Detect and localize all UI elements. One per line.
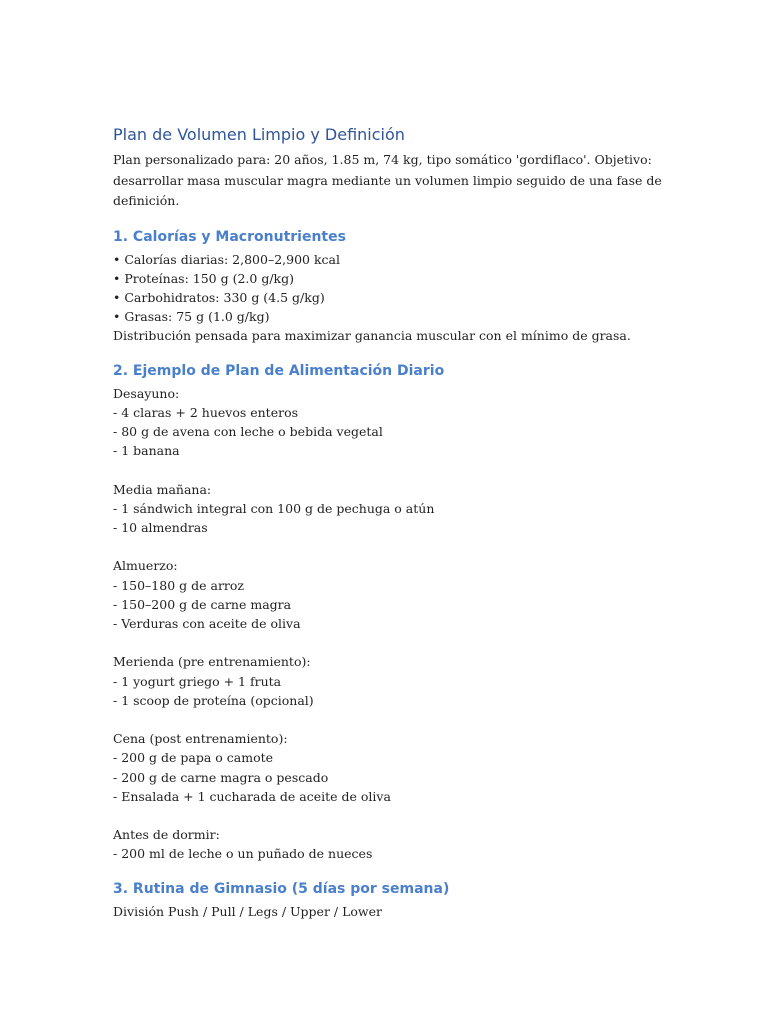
- meal-item: - 80 g de avena con leche o bebida vegetal: [113, 423, 383, 439]
- meal-item: - 200 ml de leche o un puñado de nueces: [113, 846, 373, 862]
- routine-split: División Push / Pull / Legs / Upper / Lower: [113, 903, 382, 919]
- intro-paragraph: [113, 150, 662, 212]
- meal-item: - 150–180 g de arroz: [113, 577, 244, 593]
- meal-item: - 1 yogurt griego + 1 fruta: [113, 673, 282, 689]
- meal-label: Almuerzo:: [113, 558, 178, 574]
- section-heading-meal-plan: 2. Ejemplo de Plan de Alimentación Diario: [113, 362, 445, 379]
- list-item: • Proteínas: 150 g (2.0 g/kg): [113, 270, 294, 286]
- meal-item: - Verduras con aceite de oliva: [113, 615, 301, 631]
- routine-list: [113, 902, 633, 921]
- meal-item: - Ensalada + 1 cucharada de aceite de oliva: [113, 788, 391, 804]
- distribution-note: Distribución pensada para maximizar ganancia muscular con el mínimo de grasa.: [113, 328, 631, 344]
- list-item: • Calorías diarias: 2,800–2,900 kcal: [113, 251, 340, 267]
- meal-label: Cena (post entrenamiento):: [113, 731, 288, 747]
- meal-item: - 200 g de papa o camote: [113, 750, 274, 766]
- meal-item: - 1 scoop de proteína (opcional): [113, 692, 314, 708]
- meal-item: - 200 g de carne magra o pescado: [113, 769, 329, 785]
- intro-line: definición.: [113, 193, 180, 208]
- meal-item: - 10 almendras: [113, 519, 208, 535]
- document-page: [113, 124, 662, 921]
- meal-item: - 150–200 g de carne magra: [113, 596, 292, 612]
- meal-label: Media mañana:: [113, 481, 212, 497]
- meal-item: - 1 banana: [113, 443, 180, 459]
- meal-label: Desayuno:: [113, 385, 180, 401]
- meal-dinner: [113, 729, 633, 806]
- macros-list: [113, 250, 633, 346]
- meal-breakfast: [113, 384, 633, 461]
- meal-item: - 1 sándwich integral con 100 g de pechuga o atún: [113, 500, 435, 516]
- intro-line: desarrollar masa muscular magra mediante un volumen limpio seguido de una fase de: [113, 172, 662, 188]
- section-heading-calories: 1. Calorías y Macronutrientes: [113, 228, 346, 245]
- list-item: • Carbohidratos: 330 g (4.5 g/kg): [113, 289, 325, 305]
- document-title: Plan de Volumen Limpio y Definición: [113, 125, 405, 144]
- section-heading-gym-routine: 3. Rutina de Gimnasio (5 días por semana): [113, 880, 450, 897]
- meal-item: - 4 claras + 2 huevos enteros: [113, 404, 299, 420]
- intro-line: Plan personalizado para: 20 años, 1.85 m, 74 kg, tipo somático 'gordiflaco'. Objetivo:: [113, 152, 652, 167]
- meal-snack: [113, 652, 633, 710]
- meal-before-bed: [113, 825, 633, 863]
- meal-mid-morning: [113, 480, 633, 538]
- meal-label: Antes de dormir:: [113, 827, 220, 843]
- meal-label: Merienda (pre entrenamiento):: [113, 654, 311, 670]
- meal-lunch: [113, 556, 633, 633]
- list-item: • Grasas: 75 g (1.0 g/kg): [113, 309, 270, 325]
